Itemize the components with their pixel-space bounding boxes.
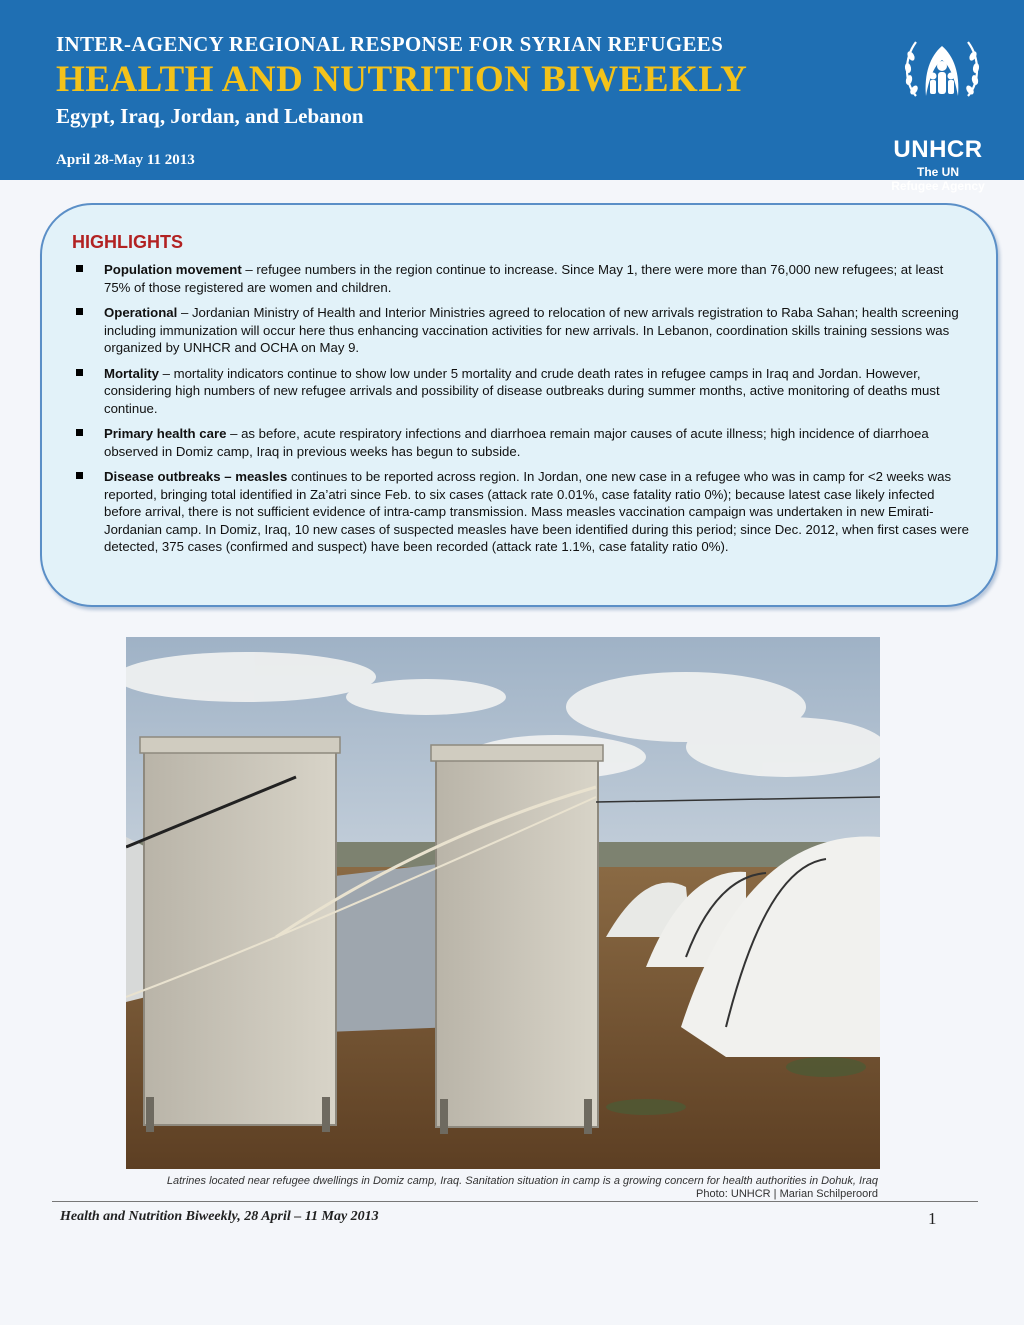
countries-subtitle: Egypt, Iraq, Jordan, and Lebanon [56, 104, 364, 128]
unhcr-emblem-icon [902, 34, 982, 104]
footer-divider [52, 1201, 978, 1202]
photo-credit: Photo: UNHCR | Marian Schilperoord [696, 1188, 878, 1200]
highlight-item [72, 261, 972, 296]
bullet-icon [76, 308, 83, 315]
document-title: HEALTH AND NUTRITION BIWEEKLY [56, 59, 748, 100]
page-number: 1 [928, 1209, 937, 1228]
logo-tagline-line-1: The UN [917, 165, 959, 179]
latrines-photo-illustration [126, 637, 880, 1169]
highlight-text: continues to be reported across region. In Jordan, one new case in a refugee who was in camp for <2 weeks was reported, bringing total identified in Za’atri since Feb. to six cases (attack rate 0.01%, case fatality ratio 0%); because latest case likely infected before arrival, there is not sufficient evidence of intra-camp transmission. Mass measles vaccination campaign was undertaken in new Emirati-Jordanian camp. In Domiz, Iraq, 10 new cases of suspected measles have been identified during this period; since Dec. 2012, when first cases were detected, 375 cases (confirmed and suspect) have been recorded (attack rate 1.1%, case fatality ratio 0%). [104, 469, 969, 554]
header-banner [0, 0, 1024, 193]
highlight-label: Population movement [104, 262, 242, 277]
highlight-text: – refugee numbers in the region continue to increase. Since May 1, there were more than 76,000 new refugees; at least 75% of those registered are women and children. [104, 262, 944, 295]
logo-tagline [886, 165, 990, 193]
logo-tagline-line-2: Refugee Agency [891, 179, 985, 193]
org-line: INTER-AGENCY REGIONAL RESPONSE FOR SYRIAN REFUGEES [56, 32, 724, 56]
caption-text: Latrines located near refugee dwellings in Domiz camp, Iraq. Sanitation situation in camp is a growing concern for health authorities in Dohuk, Iraq [166, 1175, 878, 1187]
highlight-label: Disease outbreaks – measles [104, 469, 288, 484]
highlight-text: – Jordanian Ministry of Health and Interior Ministries agreed to relocation of new arrivals registration to Raba Sahan; health screening including immunization will occur here thus enhancing vaccination activities for new arrivals. In Lebanon, coordination skills training sessions was organized by UNHCR and OCHA on May 9. [104, 305, 959, 355]
unhcr-logo [886, 34, 996, 193]
camp-photo [126, 637, 880, 1169]
highlight-label: Mortality [104, 365, 159, 381]
footer-text: Health and Nutrition Biweekly, 28 April – 11 May 2013 [60, 1209, 379, 1224]
highlight-item [72, 365, 972, 418]
highlights-heading: HIGHLIGHTS [72, 232, 183, 252]
bullet-icon [76, 265, 83, 272]
bullet-icon [76, 369, 83, 376]
bullet-icon [76, 429, 83, 436]
highlight-item [72, 304, 972, 357]
report-dates: April 28-May 11 2013 [56, 152, 195, 168]
highlight-item [72, 425, 972, 460]
highlight-label: Primary health care [104, 426, 227, 441]
highlight-label: Operational [104, 305, 178, 320]
photo-caption [100, 1175, 878, 1201]
bullet-icon [76, 472, 83, 479]
highlight-text: – as before, acute respiratory infections and diarrhoea remain major causes of acute illness; high incidence of diarrhoea observed in Domiz camp, Iraq in previous weeks has begun to subside. [104, 426, 929, 459]
highlight-text: – mortality indicators continue to show low under 5 mortality and crude death rates in refugee camps in Iraq and Jordan. However, considering high numbers of new refugee arrivals and possibility of disease outbreaks during summer months, active monitoring of deaths must continue. [104, 365, 940, 416]
highlight-item [72, 468, 972, 556]
highlights-list [72, 261, 972, 564]
logo-name: UNHCR [893, 136, 983, 163]
highlights-box [40, 203, 998, 607]
